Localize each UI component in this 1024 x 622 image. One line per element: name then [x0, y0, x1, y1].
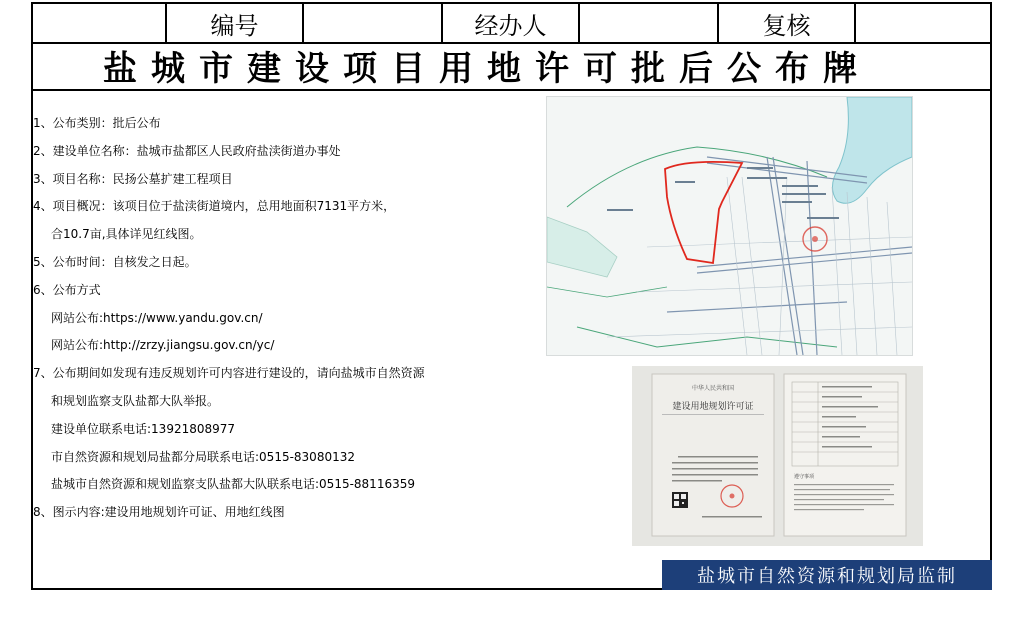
red-line-map-drawing — [547, 97, 912, 355]
notice-line-project: 3、项目名称：民扬公墓扩建工程项目 — [33, 171, 233, 186]
notice-line-method: 6、公布方式 — [33, 282, 101, 297]
supervision-badge: 盐城市自然资源和规划局监制 — [662, 560, 992, 590]
notice-body — [33, 117, 553, 534]
notice-line-website-1: 网站公布:https://www.yandu.gov.cn/ — [51, 310, 263, 325]
permit-title-text: 建设用地规划许可证 — [672, 402, 754, 412]
header-handler-value — [580, 4, 719, 42]
notice-line-overview: 4、项目概况：该项目位于盐渎街道境内，总用地面积7131平方米， — [33, 199, 396, 214]
permit-certificate-drawing — [632, 366, 923, 546]
notice-line-contact-brigade: 盐城市自然资源和规划监察支队盐都大队联系电话:0515-88116359 — [51, 477, 415, 492]
notice-line-report-cont: 和规划监察支队盐都大队举报。 — [51, 393, 220, 408]
permit-country-text: 中华人民共和国 — [691, 385, 735, 392]
notice-line-report: 7、公布期间如发现有违反规划许可内容进行建设的，请向盐城市自然资源 — [33, 366, 425, 381]
header-review-value — [856, 4, 990, 42]
header-handler-label: 经办人 — [443, 4, 580, 42]
notice-line-contact-bureau: 市自然资源和规划局盐都分局联系电话:0515-83080132 — [51, 449, 355, 464]
notice-line-time: 5、公布时间：自核发之日起。 — [33, 254, 197, 269]
notice-line-illustration: 8、图示内容:建设用地规划许可证、用地红线图 — [33, 505, 285, 520]
header-number-label: 编号 — [167, 4, 304, 42]
notice-line-overview-cont: 合10.7亩,具体详见红线图。 — [51, 227, 202, 242]
notice-line-category: 1、公布类别：批后公布 — [33, 116, 161, 130]
red-line-map — [546, 96, 913, 356]
header-blank-cell — [33, 4, 167, 42]
land-planning-permit-image — [632, 366, 923, 546]
header-review-label: 复核 — [719, 4, 856, 42]
notice-line-contact-unit: 建设单位联系电话:13921808977 — [51, 421, 236, 436]
header-row — [33, 4, 990, 44]
permit-notice-label: 遵守事项 — [794, 474, 815, 480]
header-number-value — [304, 4, 443, 42]
notice-line-unit: 2、建设单位名称：盐城市盐都区人民政府盐渎街道办事处 — [33, 143, 341, 158]
title-row — [33, 42, 990, 91]
board-title: 盐城市建设项目用地许可批后公布牌 — [103, 49, 871, 89]
notice-line-website-2: 网站公布:http://zrzy.jiangsu.gov.cn/yc/ — [51, 338, 275, 353]
